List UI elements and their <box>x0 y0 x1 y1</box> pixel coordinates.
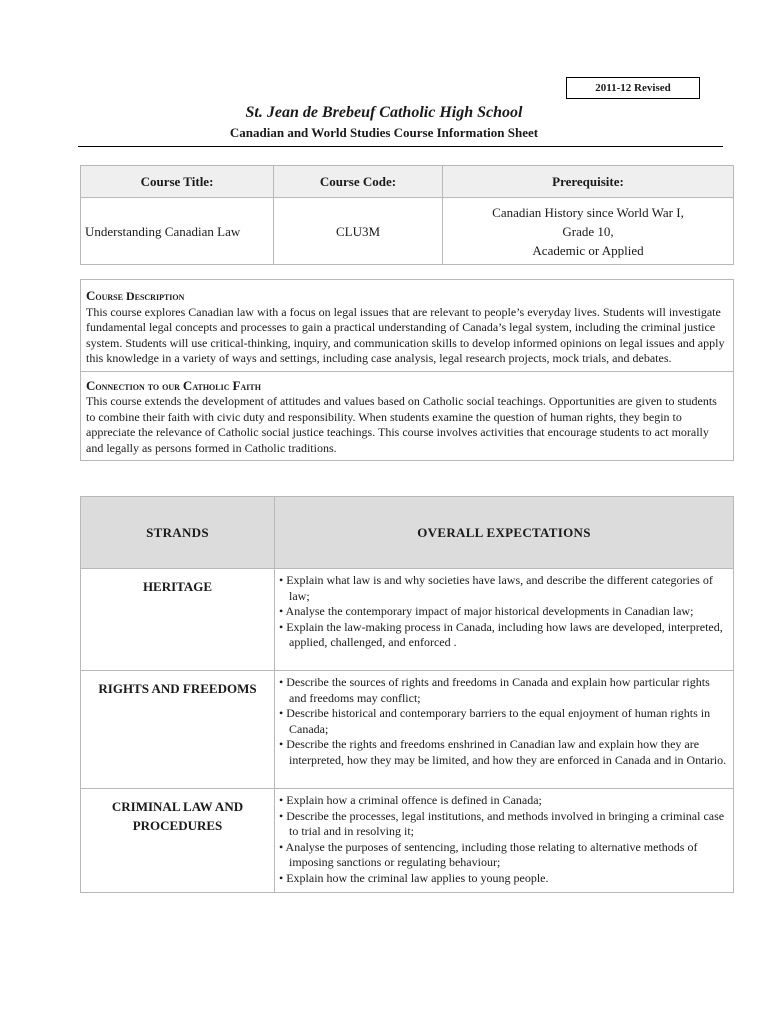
expectation-item: • Describe the rights and freedoms enshrined in Canadian law and explain how they are interpreted, how they may be limited, and how they are enforced in Canada and in Ontario. <box>279 737 727 768</box>
course-info-header-row <box>81 166 734 198</box>
strand-expectations <box>275 671 734 789</box>
revision-badge: 2011-12 Revised <box>566 77 700 99</box>
expectation-item: • Describe the processes, legal institutions, and methods involved in bringing a criminal case to trial and in resolving it; <box>279 809 727 840</box>
course-description-text: This course explores Canadian law with a focus on legal issues that are relevant to people’s everyday lives. Students will investigate fundamental legal concepts and processes to gain a practical understanding of Canada’s legal system, including the criminal justice system. Students will use critical-thinking, inquiry, and communication skills to develop informed opinions on legal issues and apply this knowledge in a variety of ways and settings, including case analysis, legal research projects, mock trials, and debates. <box>86 304 725 365</box>
strand-expectations <box>275 789 734 893</box>
expectation-item: • Analyse the purposes of sentencing, including those relating to alternative methods of imposing sanctions or regulating behaviour; <box>279 840 727 871</box>
expectation-item: • Describe historical and contemporary barriers to the equal enjoyment of human rights in Canada; <box>279 706 727 737</box>
prerequisite-line: Grade 10, <box>562 223 614 239</box>
strand-row-rights-and-freedoms <box>81 671 734 789</box>
expectation-item: • Describe the sources of rights and freedoms in Canada and explain how particular rights and freedoms may conflict; <box>279 675 727 706</box>
course-title-value: Understanding Canadian Law <box>81 198 274 265</box>
strand-row-heritage <box>81 569 734 671</box>
catholic-faith-heading: Connection to our Catholic Faith <box>86 377 261 393</box>
strand-row-criminal-law <box>81 789 734 893</box>
catholic-faith-section <box>81 371 733 461</box>
overall-expectations-header: OVERALL EXPECTATIONS <box>275 497 734 569</box>
strand-expectations <box>275 569 734 671</box>
course-description-heading: Course Description <box>86 288 185 303</box>
expectation-item: • Explain how a criminal offence is defined in Canada; <box>279 793 727 809</box>
course-info-row <box>81 198 734 265</box>
strands-table <box>80 496 734 893</box>
strand-name: RIGHTS AND FREEDOMS <box>81 671 275 789</box>
document-subtitle: Canadian and World Studies Course Information Sheet <box>229 125 539 140</box>
expectation-item: • Analyse the contemporary impact of major historical developments in Canadian law; <box>279 604 727 620</box>
course-description-section <box>81 280 733 371</box>
catholic-faith-text: This course extends the development of attitudes and values based on Catholic social teachings. Opportunities are given to students to combine their faith with civic duty and responsibility. When students examine the question of human rights, they begin to appreciate the relevance of Catholic social justice teachings. This course involves activities that encourage students to act morally and legally as persons formed in Catholic traditions. <box>86 394 717 455</box>
prerequisite-line: Academic or Applied <box>532 242 644 258</box>
course-description-box <box>80 279 734 461</box>
expectation-item: • Explain what law is and why societies have laws, and describe the different categories of law; <box>279 573 727 604</box>
prerequisite-header: Prerequisite: <box>443 166 734 198</box>
header-divider <box>78 146 723 147</box>
expectation-item: • Explain the law-making process in Canada, including how laws are developed, interpreted, applied, challenged, and enforced . <box>279 620 727 651</box>
course-code-header: Course Code: <box>274 166 443 198</box>
strands-header: STRANDS <box>81 497 275 569</box>
strands-header-row <box>81 497 734 569</box>
prerequisite-value <box>443 198 734 265</box>
course-title-header: Course Title: <box>81 166 274 198</box>
expectation-item: • Explain how the criminal law applies to young people. <box>279 871 727 887</box>
prerequisite-line: Canadian History since World War I, <box>492 204 684 220</box>
course-info-table <box>80 165 734 265</box>
school-name: St. Jean de Brebeuf Catholic High School <box>245 104 523 121</box>
course-code-value: CLU3M <box>274 198 443 265</box>
strand-name: CRIMINAL LAW AND PROCEDURES <box>81 789 275 893</box>
strand-name: HERITAGE <box>81 569 275 671</box>
